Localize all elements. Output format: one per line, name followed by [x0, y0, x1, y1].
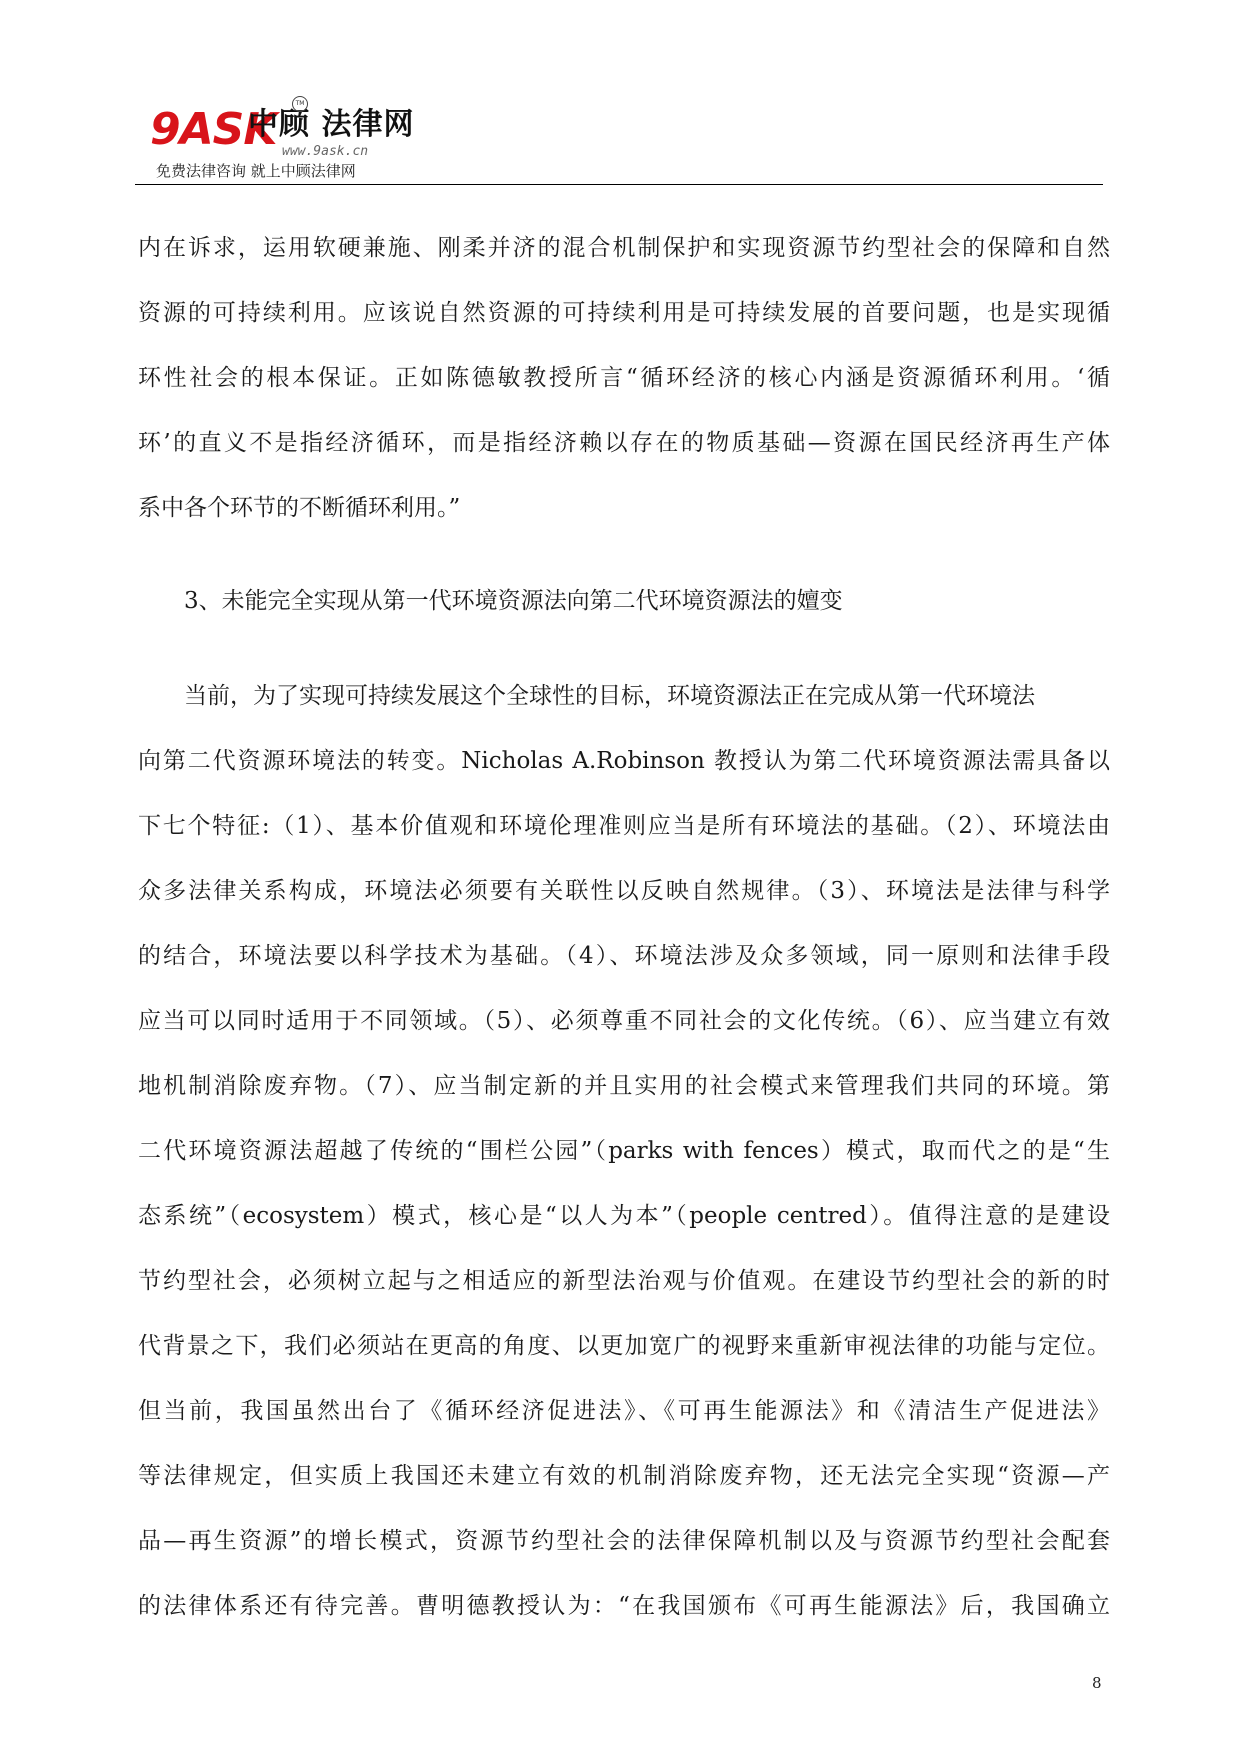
text-line: 但当前，我国虽然出台了《循环经济促进法》、《可再生能源法》和《清洁生产促进法》 [138, 1398, 1110, 1424]
text-line: 当前，为了实现可持续发展这个全球性的目标，环境资源法正在完成从第一代环境法 [184, 683, 1035, 709]
text-line: 应当可以同时适用于不同领域。（5）、必须尊重不同社会的文化传统。（6）、应当建立有效 [138, 1008, 1110, 1034]
logo-mark: 9ASK [150, 104, 277, 155]
section-heading: 3、未能完全实现从第一代环境资源法向第二代环境资源法的嬗变 [184, 588, 843, 614]
text-line: 下七个特征:（1）、基本价值观和环境伦理准则应当是所有环境法的基础。（2）、环境法由 [138, 813, 1110, 839]
logo-name: 中顾 法律网 [248, 107, 415, 142]
text-line: 的结合，环境法要以科学技术为基础。（4）、环境法涉及众多领域，同一原则和法律手段 [138, 943, 1110, 969]
text-line: 代背景之下，我们必须站在更高的角度、以更加宽广的视野来重新审视法律的功能与定位。 [138, 1333, 1110, 1359]
text-line: 二代环境资源法超越了传统的“围栏公园”（parks with fences）模式，取而代之的是“生 [138, 1138, 1110, 1164]
site-logo[interactable] [150, 92, 450, 182]
header-divider [135, 184, 1103, 185]
paragraph-2 [138, 664, 1110, 1639]
spacer [138, 634, 1110, 664]
text-line: 环’的直义不是指经济循环，而是指经济赖以存在的物质基础—资源在国民经济再生产体 [138, 430, 1110, 456]
text-line: 环性社会的根本保证。正如陈德敏教授所言“循环经济的核心内涵是资源循环利用。‘循 [138, 365, 1110, 391]
text-line: 地机制消除废弃物。（7）、应当制定新的并且实用的社会模式来管理我们共同的环境。第 [138, 1073, 1110, 1099]
logo-slogan: 免费法律咨询 就上中顾法律网 [156, 162, 356, 180]
page-number: 8 [1092, 1674, 1102, 1692]
document-body [138, 216, 1110, 1639]
text-line: 品—再生资源”的增长模式，资源节约型社会的法律保障机制以及与资源节约型社会配套 [138, 1528, 1110, 1554]
text-line: 的法律体系还有待完善。曹明德教授认为：“在我国颁布《可再生能源法》后，我国确立 [138, 1593, 1110, 1619]
text-line: 众多法律关系构成，环境法必须要有关联性以反映自然规律。（3）、环境法是法律与科学 [138, 878, 1110, 904]
text-line: 系中各个环节的不断循环利用。” [138, 495, 461, 521]
text-line: 内在诉求，运用软硬兼施、刚柔并济的混合机制保护和实现资源节约型社会的保障和自然 [138, 235, 1110, 261]
text-line: 等法律规定，但实质上我国还未建立有效的机制消除废弃物，还无法完全实现“资源—产 [138, 1463, 1110, 1489]
text-line: 态系统”（ecosystem）模式，核心是“以人为本”（people centred）。值得注意的是建设 [138, 1203, 1110, 1229]
logo-url: www.9ask.cn [282, 144, 369, 159]
paragraph-1 [138, 216, 1110, 541]
trademark-icon: TM [292, 96, 308, 112]
text-line: 节约型社会，必须树立起与之相适应的新型法治观与价值观。在建设节约型社会的新的时 [138, 1268, 1110, 1294]
text-line: 向第二代资源环境法的转变。Nicholas A.Robinson 教授认为第二代环境资源法需具备以 [138, 748, 1110, 774]
text-line: 资源的可持续利用。应该说自然资源的可持续利用是可持续发展的首要问题，也是实现循 [138, 300, 1110, 326]
